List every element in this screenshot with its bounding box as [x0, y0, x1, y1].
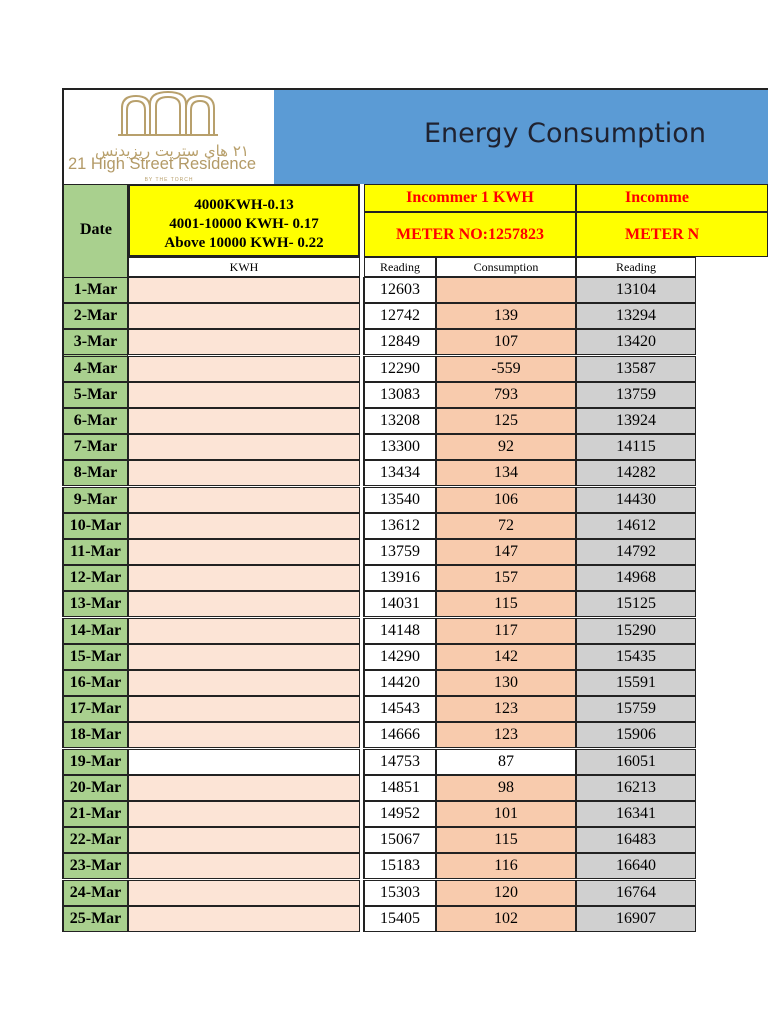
logo-tagline: BY THE TORCH — [144, 177, 194, 183]
reading2-cell[interactable]: 15591 — [576, 670, 696, 696]
date-cell[interactable]: 20-Mar — [62, 775, 128, 801]
date-cell[interactable]: 11-Mar — [62, 539, 128, 565]
reading1-cell[interactable]: 12742 — [364, 303, 436, 329]
kwh-cell[interactable] — [128, 853, 360, 879]
reading1-cell[interactable]: 14851 — [364, 775, 436, 801]
incommer2-header[interactable]: Incomme — [576, 184, 768, 212]
table-row — [62, 618, 768, 644]
consumption-cell[interactable]: 142 — [436, 644, 576, 670]
row-end — [696, 696, 768, 722]
reading1-cell[interactable]: 13540 — [364, 487, 436, 513]
logo-arabic-text: ٢١ هاي ستريت ريزيدنس — [95, 142, 249, 160]
reading1-subheader[interactable]: Reading — [364, 257, 436, 277]
table-row — [62, 277, 768, 303]
row-end — [696, 853, 768, 879]
date-cell[interactable]: 21-Mar — [62, 801, 128, 827]
consumption-cell[interactable]: -559 — [436, 356, 576, 382]
table-row — [62, 644, 768, 670]
kwh-cell[interactable] — [128, 644, 360, 670]
kwh-cell[interactable] — [128, 487, 360, 513]
rate-line: 4000KWH-0.13 — [194, 197, 294, 213]
kwh-cell[interactable] — [128, 880, 360, 906]
reading1-cell[interactable]: 13759 — [364, 539, 436, 565]
row-end — [696, 487, 768, 513]
kwh-cell[interactable] — [128, 801, 360, 827]
reading1-cell[interactable]: 14148 — [364, 618, 436, 644]
rate-tier-box[interactable] — [128, 184, 360, 257]
consumption-cell[interactable]: 106 — [436, 487, 576, 513]
row-end — [696, 565, 768, 591]
row-end — [696, 827, 768, 853]
row-end — [696, 906, 768, 932]
row-end — [696, 670, 768, 696]
table-row — [62, 539, 768, 565]
consumption-cell[interactable]: 147 — [436, 539, 576, 565]
logo — [62, 88, 274, 184]
date-cell[interactable]: 14-Mar — [62, 618, 128, 644]
date-cell[interactable]: 10-Mar — [62, 513, 128, 539]
reading1-cell[interactable]: 12290 — [364, 356, 436, 382]
consumption-cell[interactable]: 793 — [436, 382, 576, 408]
reading2-cell[interactable]: 13294 — [576, 303, 696, 329]
table-row — [62, 670, 768, 696]
reading1-cell[interactable]: 13612 — [364, 513, 436, 539]
reading2-cell[interactable]: 14968 — [576, 565, 696, 591]
date-cell[interactable]: 5-Mar — [62, 382, 128, 408]
kwh-cell[interactable] — [128, 618, 360, 644]
row-end — [696, 749, 768, 775]
date-cell[interactable]: 6-Mar — [62, 408, 128, 434]
reading1-cell[interactable]: 15067 — [364, 827, 436, 853]
table-row — [62, 801, 768, 827]
date-cell[interactable]: 15-Mar — [62, 644, 128, 670]
kwh-cell[interactable] — [128, 513, 360, 539]
consumption-cell[interactable]: 72 — [436, 513, 576, 539]
reading2-cell[interactable]: 16764 — [576, 880, 696, 906]
kwh-cell[interactable] — [128, 670, 360, 696]
reading2-cell[interactable]: 13104 — [576, 277, 696, 303]
table-row — [62, 487, 768, 513]
reading1-cell[interactable]: 13916 — [364, 565, 436, 591]
kwh-cell[interactable] — [128, 408, 360, 434]
reading1-cell[interactable]: 13208 — [364, 408, 436, 434]
spreadsheet — [62, 88, 768, 932]
consumption-cell[interactable]: 157 — [436, 565, 576, 591]
date-cell[interactable]: 17-Mar — [62, 696, 128, 722]
page-title: Energy Consumption — [424, 118, 706, 149]
date-cell[interactable]: 25-Mar — [62, 906, 128, 932]
reading2-cell[interactable]: 16051 — [576, 749, 696, 775]
reading2-cell[interactable]: 14792 — [576, 539, 696, 565]
date-cell[interactable]: 12-Mar — [62, 565, 128, 591]
reading1-cell[interactable]: 13083 — [364, 382, 436, 408]
reading2-cell[interactable]: 16640 — [576, 853, 696, 879]
reading1-cell[interactable]: 12849 — [364, 329, 436, 355]
kwh-cell[interactable] — [128, 827, 360, 853]
reading2-cell[interactable]: 16341 — [576, 801, 696, 827]
row-end — [696, 356, 768, 382]
consumption-cell[interactable]: 117 — [436, 618, 576, 644]
row-end — [696, 801, 768, 827]
consumption-cell[interactable]: 107 — [436, 329, 576, 355]
consumption-subheader[interactable]: Consumption — [436, 257, 576, 277]
reading1-cell[interactable]: 14666 — [364, 722, 436, 748]
reading1-cell[interactable]: 15303 — [364, 880, 436, 906]
reading2-cell[interactable]: 13587 — [576, 356, 696, 382]
reading2-cell[interactable]: 14612 — [576, 513, 696, 539]
reading1-cell[interactable]: 14543 — [364, 696, 436, 722]
date-cell[interactable]: 4-Mar — [62, 356, 128, 382]
date-cell[interactable]: 9-Mar — [62, 487, 128, 513]
consumption-cell[interactable]: 125 — [436, 408, 576, 434]
consumption-cell[interactable]: 87 — [436, 749, 576, 775]
consumption-cell[interactable]: 92 — [436, 434, 576, 460]
consumption-cell[interactable]: 101 — [436, 801, 576, 827]
kwh-cell[interactable] — [128, 434, 360, 460]
reading1-cell[interactable]: 14290 — [364, 644, 436, 670]
date-cell[interactable]: 18-Mar — [62, 722, 128, 748]
arches-logo-icon — [64, 90, 274, 150]
kwh-cell[interactable] — [128, 329, 360, 355]
row-end — [696, 880, 768, 906]
consumption-cell[interactable]: 134 — [436, 460, 576, 486]
date-cell[interactable]: 24-Mar — [62, 880, 128, 906]
reading1-cell[interactable]: 15183 — [364, 853, 436, 879]
rate-line: Above 10000 KWH- 0.22 — [164, 235, 324, 251]
reading2-cell[interactable]: 14282 — [576, 460, 696, 486]
table-row — [62, 356, 768, 382]
reading2-cell[interactable]: 13924 — [576, 408, 696, 434]
consumption-cell[interactable]: 120 — [436, 880, 576, 906]
table-row — [62, 329, 768, 355]
kwh-cell[interactable] — [128, 565, 360, 591]
table-row — [62, 513, 768, 539]
reading2-cell[interactable]: 14115 — [576, 434, 696, 460]
reading2-cell[interactable]: 13420 — [576, 329, 696, 355]
kwh-cell[interactable] — [128, 303, 360, 329]
table-row — [62, 591, 768, 617]
kwh-cell[interactable] — [128, 460, 360, 486]
table-row — [62, 880, 768, 906]
table-row — [62, 303, 768, 329]
date-header-label: Date — [80, 221, 112, 238]
table-row — [62, 565, 768, 591]
table-row — [62, 853, 768, 879]
reading2-cell[interactable]: 15906 — [576, 722, 696, 748]
reading2-cell[interactable]: 16907 — [576, 906, 696, 932]
reading2-cell[interactable]: 16483 — [576, 827, 696, 853]
table-row — [62, 906, 768, 932]
reading2-cell[interactable]: 15759 — [576, 696, 696, 722]
date-cell[interactable]: 2-Mar — [62, 303, 128, 329]
kwh-subheader[interactable]: KWH — [128, 257, 360, 277]
row-end — [696, 382, 768, 408]
incommer1-header[interactable]: Incommer 1 KWH — [364, 184, 576, 212]
reading1-cell[interactable]: 14753 — [364, 749, 436, 775]
reading2-cell[interactable]: 15290 — [576, 618, 696, 644]
date-cell[interactable]: 3-Mar — [62, 329, 128, 355]
kwh-cell[interactable] — [128, 382, 360, 408]
kwh-cell[interactable] — [128, 749, 360, 775]
consumption-cell[interactable]: 123 — [436, 722, 576, 748]
reading1-cell[interactable]: 14420 — [364, 670, 436, 696]
rate-line: 4001-10000 KWH- 0.17 — [169, 216, 319, 232]
kwh-cell[interactable] — [128, 277, 360, 303]
row-end — [696, 408, 768, 434]
table-row — [62, 460, 768, 486]
kwh-cell[interactable] — [128, 591, 360, 617]
table-row — [62, 382, 768, 408]
incommer2-meter[interactable]: METER N — [576, 212, 768, 257]
consumption-cell[interactable]: 115 — [436, 827, 576, 853]
table-row — [62, 775, 768, 801]
date-cell[interactable]: 7-Mar — [62, 434, 128, 460]
row-end — [696, 277, 768, 303]
row-end — [696, 329, 768, 355]
date-cell[interactable]: 22-Mar — [62, 827, 128, 853]
consumption-cell[interactable] — [436, 277, 576, 303]
table-row — [62, 408, 768, 434]
date-cell[interactable]: 19-Mar — [62, 749, 128, 775]
kwh-cell[interactable] — [128, 356, 360, 382]
consumption-cell[interactable]: 130 — [436, 670, 576, 696]
row-end — [696, 591, 768, 617]
reading2-cell[interactable]: 15125 — [576, 591, 696, 617]
reading2-subheader[interactable]: Reading — [576, 257, 696, 277]
reading1-cell[interactable]: 13300 — [364, 434, 436, 460]
kwh-cell[interactable] — [128, 775, 360, 801]
consumption-cell[interactable]: 139 — [436, 303, 576, 329]
row-end — [696, 775, 768, 801]
kwh-cell[interactable] — [128, 722, 360, 748]
row-end — [696, 722, 768, 748]
date-cell[interactable]: 23-Mar — [62, 853, 128, 879]
date-cell[interactable]: 1-Mar — [62, 277, 128, 303]
reading1-cell[interactable]: 13434 — [364, 460, 436, 486]
table-row — [62, 749, 768, 775]
table-row — [62, 434, 768, 460]
table-row — [62, 722, 768, 748]
reading1-cell[interactable]: 15405 — [364, 906, 436, 932]
reading2-cell[interactable]: 13759 — [576, 382, 696, 408]
consumption-cell[interactable]: 123 — [436, 696, 576, 722]
reading1-cell[interactable]: 12603 — [364, 277, 436, 303]
row-end — [696, 644, 768, 670]
table-row — [62, 696, 768, 722]
logo-english-text: 21 High Street Residence — [68, 155, 257, 173]
reading2-cell[interactable]: 14430 — [576, 487, 696, 513]
row-end — [696, 303, 768, 329]
row-end — [696, 513, 768, 539]
row-end — [696, 539, 768, 565]
consumption-cell[interactable]: 98 — [436, 775, 576, 801]
kwh-cell[interactable] — [128, 906, 360, 932]
table-row — [62, 827, 768, 853]
consumption-cell[interactable]: 102 — [436, 906, 576, 932]
row-end — [696, 618, 768, 644]
date-cell[interactable]: 16-Mar — [62, 670, 128, 696]
consumption-cell[interactable]: 115 — [436, 591, 576, 617]
kwh-cell[interactable] — [128, 539, 360, 565]
row-end — [696, 460, 768, 486]
reading2-cell[interactable]: 15435 — [576, 644, 696, 670]
consumption-cell[interactable]: 116 — [436, 853, 576, 879]
date-cell[interactable]: 13-Mar — [62, 591, 128, 617]
incommer1-meter[interactable]: METER NO:1257823 — [364, 212, 576, 257]
reading1-cell[interactable]: 14952 — [364, 801, 436, 827]
reading2-cell[interactable]: 16213 — [576, 775, 696, 801]
kwh-cell[interactable] — [128, 696, 360, 722]
row-end — [696, 434, 768, 460]
date-cell[interactable]: 8-Mar — [62, 460, 128, 486]
reading1-cell[interactable]: 14031 — [364, 591, 436, 617]
title-banner — [274, 88, 768, 184]
